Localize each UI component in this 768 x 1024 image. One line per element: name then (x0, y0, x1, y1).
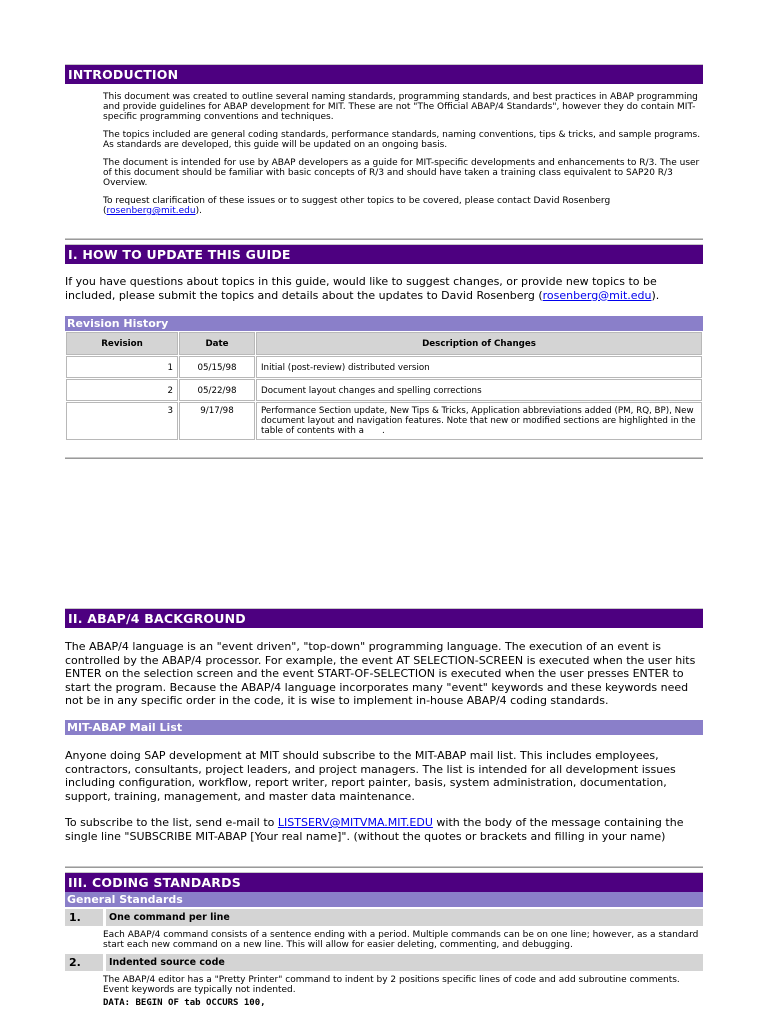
intro-paragraph: The topics included are general coding standards, performance standards, naming conventions, tips & tricks, and sample programs. As standards are developed, this guide will be updated on an ongoing basis. (103, 130, 701, 150)
mail-list-title: MIT-ABAP Mail List (65, 720, 703, 735)
intro-paragraph: The document is intended for use by ABAP developers as a guide for MIT-specific developments and enhancements to R/3. The user of this document should be familiar with basic concepts of R/3 and should have taken a training class equivalent to SAP20 R/3 Overview. (103, 158, 700, 188)
table-row (66, 356, 702, 378)
revision-cell: 2 (66, 379, 178, 401)
email-link[interactable]: rosenberg@mit.edu (106, 206, 196, 216)
section-heading-coding: III. CODING STANDARDS (65, 872, 703, 892)
section-heading-introduction: INTRODUCTION (65, 64, 703, 84)
standard-number: 1. (65, 909, 103, 926)
intro-body (103, 92, 703, 216)
standard-text: The ABAP/4 editor has a "Pretty Printer" command to indent by 2 positions specific lines of code and add subroutine comments. Event keywords are typically not indented. (103, 975, 680, 995)
date-cell: 9/17/98 (179, 402, 255, 440)
section-heading-background: II. ABAP/4 BACKGROUND (65, 608, 703, 628)
update-paragraph (65, 275, 665, 302)
column-header: Revision (66, 332, 178, 355)
update-text: If you have questions about topics in this guide, would like to suggest changes, or provide new topics to be included, please submit the topics and details about the updates to David Rosenberg ( (65, 275, 657, 302)
intro-contact-paragraph (103, 196, 703, 216)
mail-list-paragraph: Anyone doing SAP development at MIT should subscribe to the MIT-ABAP mail list. This includes employees, contractors, consultants, project leaders, and project managers. The list is intended for all development issues including configuration, workflow, report writer, report painter, basis, system administration, documentation, support, training, management, and master data maintenance. (65, 749, 676, 803)
revision-cell: 1 (66, 356, 178, 378)
date-cell: 05/15/98 (179, 356, 255, 378)
divider (65, 457, 703, 459)
table-row (66, 379, 702, 401)
intro-contact-end: ). (195, 206, 202, 216)
description-cell: Document layout changes and spelling corrections (256, 379, 702, 401)
standard-title: Indented source code (106, 954, 703, 971)
standard-row (65, 909, 703, 926)
description-text: Performance Section update, New Tips & Tricks, Application abbreviations added (PM, RQ, BP), New document layout and navigation features. Note that new or modified sections are highlighted in the table of contents with a (261, 406, 696, 436)
revision-history-title: Revision History (65, 316, 703, 331)
update-end: ). (651, 288, 660, 302)
date-cell: 05/22/98 (179, 379, 255, 401)
description-cell: Initial (post-review) distributed version (256, 356, 702, 378)
column-header: Description of Changes (256, 332, 702, 355)
subscribe-paragraph (65, 816, 701, 843)
listserv-link[interactable]: LISTSERV@MITVMA.MIT.EDU (277, 816, 433, 829)
revision-history-table (65, 331, 703, 441)
subscribe-text: To subscribe to the list, send e-mail to (65, 816, 278, 829)
intro-paragraph: This document was created to outline several naming standards, programming standards, and best practices in ABAP programming and provide guidelines for ABAP development for MIT. These are not "The Official ABAP/4 Standards", however they do contain MIT-specific programming conventions and techniques. (103, 92, 698, 122)
standard-text: Each ABAP/4 command consists of a sentence ending with a period. Multiple commands can be on one line; however, as a standard start each new command on a new line. This will allow for easier deleting, commenting, and debugging. (103, 930, 699, 950)
table-row (66, 402, 702, 440)
email-link[interactable]: rosenberg@mit.edu (542, 288, 652, 302)
subscribe-end: with the body of the message containing the single line "SUBSCRIBE MIT-ABAP [Your real name]". (without the quotes or brackets and filling in your name) (65, 816, 684, 843)
description-cell (256, 402, 702, 440)
intro-contact-text: To request clarification of these issues or to suggest other topics to be covered, please contact David Rosenberg ( (103, 196, 611, 216)
standard-row (65, 954, 703, 971)
description-end: . (381, 426, 385, 436)
code-sample: DATA: BEGIN OF tab OCCURS 100, (103, 998, 266, 1008)
background-paragraph: The ABAP/4 language is an "event driven", "top-down" programming language. The execution of an event is controlled by the ABAP/4 processor. For example, the event AT SELECTION-SCREEN is executed when the user hits ENTER on the selection screen and the event START-OF-SELECTION is executed when the user presses ENTER to start the program. Because the ABAP/4 language incorporates many "event" keywords and these keywords need not be in any specific order in the code, it is wise to implement in-house ABAP/4 coding standards. (65, 640, 696, 708)
revision-cell: 3 (66, 402, 178, 440)
column-header: Date (179, 332, 255, 355)
standard-title: One command per line (106, 909, 703, 926)
standard-number: 2. (65, 954, 103, 971)
section-heading-update: I. HOW TO UPDATE THIS GUIDE (65, 244, 703, 264)
general-standards-title: General Standards (65, 892, 703, 907)
standards-list (65, 907, 703, 1008)
